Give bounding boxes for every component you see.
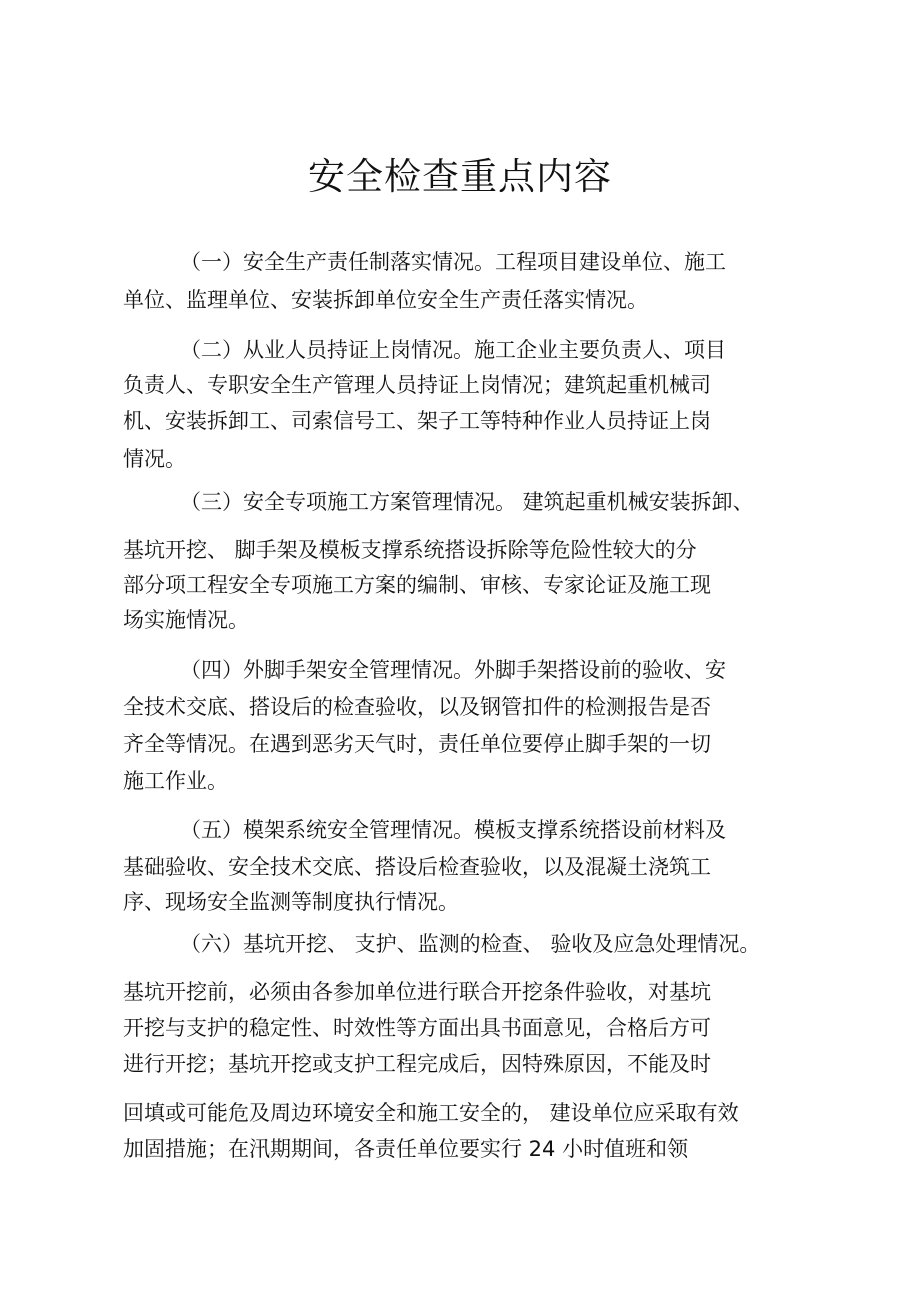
paragraph-5-line-2: 基础验收、安全技术交底、搭设后检查验收，以及混凝土浇筑工	[123, 855, 711, 879]
page-title: 安全检查重点内容	[308, 155, 612, 198]
paragraph-3-line-2: 基坑开挖、 脚手架及模板支撑系统搭设拆除等危险性较大的分	[123, 538, 697, 562]
paragraph-2-line-1: （二）从业人员持证上岗情况。施工企业主要负责人、项目	[180, 338, 726, 362]
paragraph-2-line-3: 机、安装拆卸工、司索信号工、架子工等特种作业人员持证上岗	[123, 409, 711, 433]
paragraph-3-line-4: 场实施情况。	[123, 608, 249, 632]
paragraph-6-line-2: 基坑开挖前，必须由各参加单位进行联合开挖条件验收，对基坑	[123, 980, 711, 1004]
paragraph-1-line-1: （一）安全生产责任制落实情况。工程项目建设单位、施工	[180, 250, 726, 274]
paragraph-6-line-4: 进行开挖；基坑开挖或支护工程完成后，因特殊原因，不能及时	[123, 1052, 711, 1076]
paragraph-3-line-1: （三）安全专项施工方案管理情况。 建筑起重机械安装拆卸、	[180, 490, 754, 514]
paragraph-5-line-1: （五）模架系统安全管理情况。模板支撑系统搭设前材料及	[180, 818, 726, 842]
paragraph-6-line-1: （六）基坑开挖、 支护、监测的检查、 验收及应急处理情况。	[180, 932, 761, 956]
paragraph-1-line-2: 单位、监理单位、安装拆卸单位安全生产责任落实情况。	[123, 288, 648, 312]
paragraph-2-line-2: 负责人、专职安全生产管理人员持证上岗情况；建筑起重机械司	[123, 373, 711, 397]
paragraph-2-line-4: 情况。	[123, 447, 186, 471]
paragraph-4-line-3: 齐全等情况。在遇到恶劣天气时，责任单位要停止脚手架的一切	[123, 732, 711, 756]
paragraph-4-line-4: 施工作业。	[123, 769, 228, 793]
paragraph-6-line-3: 开挖与支护的稳定性、时效性等方面出具书面意见，合格后方可	[123, 1016, 711, 1040]
paragraph-3-line-3: 部分项工程安全专项施工方案的编制、审核、专家论证及施工现	[123, 573, 711, 597]
paragraph-5-line-3: 序、现场安全监测等制度执行情况。	[123, 890, 459, 914]
paragraph-4-line-2: 全技术交底、搭设后的检查验收，以及钢管扣件的检测报告是否	[123, 695, 711, 719]
paragraph-4-line-1: （四）外脚手架安全管理情况。外脚手架搭设前的验收、安	[180, 658, 726, 682]
paragraph-6-line-6: 加固措施；在汛期期间，各责任单位要实行 24 小时值班和领	[123, 1137, 689, 1161]
paragraph-6-line-5: 回填或可能危及周边环境安全和施工安全的， 建设单位应采取有效	[123, 1101, 739, 1125]
